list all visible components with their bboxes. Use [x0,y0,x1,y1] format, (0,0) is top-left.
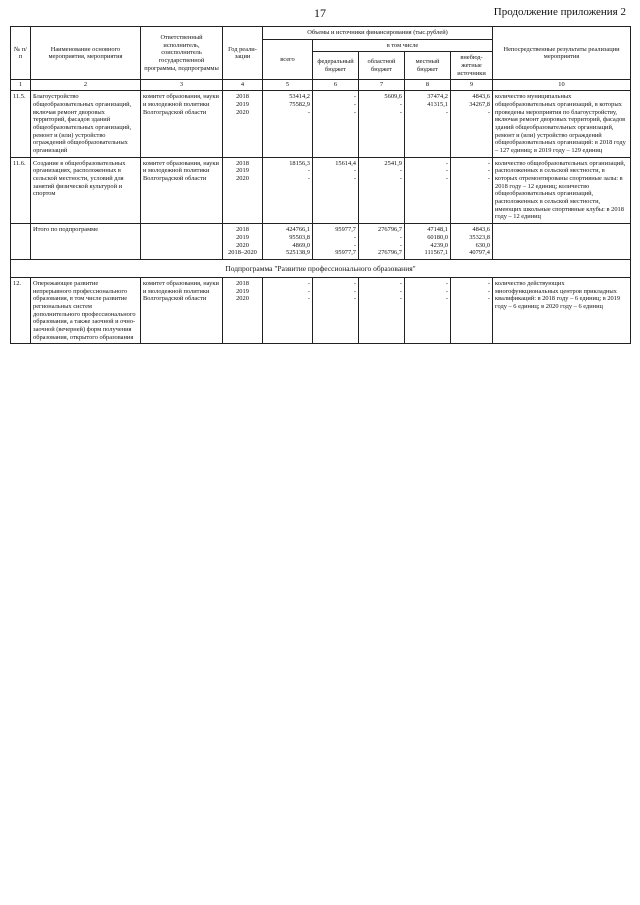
header-num: № п/п [11,27,31,80]
row-years: 2018 2019 2020 2018–2020 [223,224,263,260]
col-index: 7 [359,80,405,91]
row-years: 2018 2019 2020 [223,91,263,158]
row-federal: 95977,7 - - 95977,7 [313,224,359,260]
row-local: - - - [405,157,451,224]
row-result: количество действующих многофункциональных центров прикладных квалификаций: в 2018 году – 6 единиц; в 2019 году – 6 единиц; в 2020 году – 6 единиц [493,277,631,344]
table-row [11,277,631,344]
row-num: 11.5. [11,91,31,158]
row-federal: - - - [313,277,359,344]
row-regional: 2541,9 - - [359,157,405,224]
row-name: Итого по подпрограмме [31,224,141,260]
col-index: 8 [405,80,451,91]
row-years: 2018 2019 2020 [223,277,263,344]
column-index-row [11,80,631,91]
row-result [493,224,631,260]
row-years: 2018 2019 2020 [223,157,263,224]
row-regional: - - - [359,277,405,344]
row-total: 53414,2 75582,9 - [263,91,313,158]
row-local: - - - [405,277,451,344]
table-row [11,157,631,224]
row-federal: 15614,4 - - [313,157,359,224]
row-extrabudget: - - - [451,277,493,344]
col-index: 3 [141,80,223,91]
row-extrabudget: 4843,6 35323,8 630,0 40797,4 [451,224,493,260]
col-index: 2 [31,80,141,91]
header-extrabudget: внебюд-жетные источники [451,52,493,80]
row-name: Благоустройство общеобразовательных организаций, включая ремонт дворовых территорий, фасадов зданий общеобразовательных организаций, ремонт и (или) устройство ограждений общеобразовательных организаций [31,91,141,158]
row-responsible [141,224,223,260]
row-total: 424766,1 95503,8 4869,0 525138,9 [263,224,313,260]
row-total: 18156,3 - - [263,157,313,224]
subprogram-heading-row [11,259,631,277]
col-index: 10 [493,80,631,91]
row-num: 12. [11,277,31,344]
header-federal: федеральный бюджет [313,52,359,80]
row-num [11,224,31,260]
row-regional: 276796,7 - - 276796,7 [359,224,405,260]
financing-table [10,26,631,344]
col-index: 9 [451,80,493,91]
col-index: 6 [313,80,359,91]
header-local: местный бюджет [405,52,451,80]
row-name: Опережающее развитие непрерывного профессионального образования, в том числе развитие региональных систем дополнительного профессионального образования, а также заочной и очно-заочной (вечерней) форм получения образования, открытого образования [31,277,141,344]
row-extrabudget: - - - [451,157,493,224]
row-local: 47148,1 60180,0 4239,0 111567,1 [405,224,451,260]
header-financing: Объемы и источники финансирования (тыс.рублей) [263,27,493,40]
row-responsible: комитет образования, науки и молодежной политики Волгоградской области [141,91,223,158]
header-name: Наименование основного мероприятия, мероприятия [31,27,141,80]
row-result: количество муниципальных общеобразовательных организаций, в которых проведены мероприятия по благоустройству, включая ремонт дворовых территорий, фасадов зданий общеобразовательных организаций, ремонт и (или) устройство ограждений общеобразовательных организаций: в 2018 году – 127 единиц; в 2019 году – 129 единиц [493,91,631,158]
header-result: Непосредственные результаты реализации мероприятия [493,27,631,80]
row-result: количество общеобразовательных организаций, расположенных в сельской местности, в которых отремонтированы спортивные залы: в 2018 году – 12 единиц; количество общеобразовательных организаций, расположенных в сельской местности, имеющих школьные спортивные клубы: в 2018 году – 12 единиц [493,157,631,224]
row-name: Создание в общеобразовательных организациях, расположенных в сельской местности, условий для занятий физической культурой и спортом [31,157,141,224]
appendix-caption: Продолжение приложения 2 [493,6,626,18]
row-extrabudget: 4843,6 34267,8 - [451,91,493,158]
row-regional: 5609,6 - - [359,91,405,158]
row-num: 11.6. [11,157,31,224]
row-responsible: комитет образования, науки и молодежной политики Волгоградской области [141,157,223,224]
header-total: всего [263,39,313,80]
row-federal: - - - [313,91,359,158]
header-year: Год реали-зации [223,27,263,80]
table-row [11,91,631,158]
page-number: 17 [314,6,326,20]
header-including: в том числе [313,39,493,52]
col-index: 4 [223,80,263,91]
row-local: 37474,2 41315,1 - [405,91,451,158]
col-index: 1 [11,80,31,91]
subprogram-title: Подпрограмма "Развитие профессионального образования" [11,259,631,277]
row-responsible: комитет образования, науки и молодежной политики Волгоградской области [141,277,223,344]
subtotal-row [11,224,631,260]
row-total: - - - [263,277,313,344]
header-regional: областной бюджет [359,52,405,80]
header-responsible: Ответственный исполнитель, соисполнитель государственной программы, подпрограммы [141,27,223,80]
col-index: 5 [263,80,313,91]
